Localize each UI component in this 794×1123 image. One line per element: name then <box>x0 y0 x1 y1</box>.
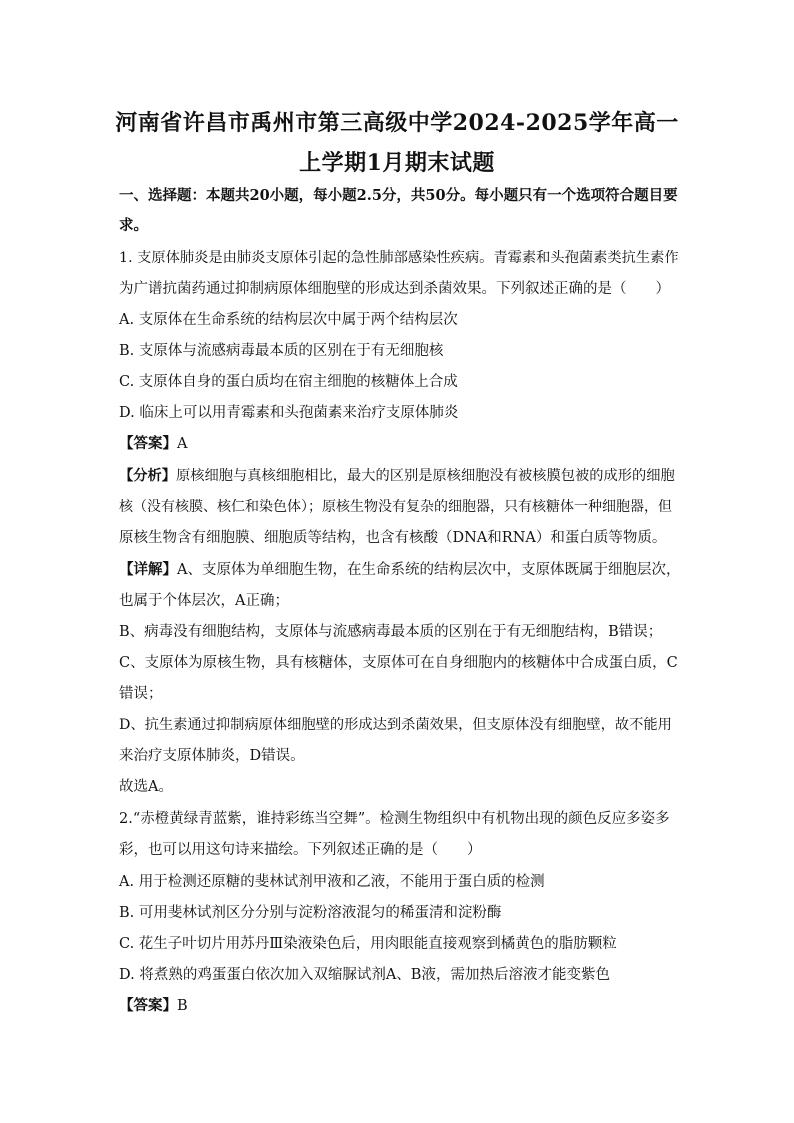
question-1-option-d: D. 临床上可以用青霉素和头孢菌素来治疗支原体肺炎 <box>119 405 459 421</box>
question-1-option-c: C. 支原体自身的蛋白质均在宿主细胞的核糖体上合成 <box>119 374 458 390</box>
question-1-option-a: A. 支原体在生命系统的结构层次中属于两个结构层次 <box>119 312 458 328</box>
question-2-answer <box>119 996 188 1016</box>
question-1-detail-line-2: 也属于个体层次，A正确； <box>119 593 289 609</box>
question-2-option-d: D. 将煮熟的鸡蛋蛋白依次加入双缩脲试剂A、B液，需加热后溶液才能变紫色 <box>119 967 610 983</box>
question-1-conclusion: 故选A。 <box>119 779 173 795</box>
question-1-detail-line-6: D、抗生素通过抑制病原体细胞壁的形成达到杀菌效果，但支原体没有细胞壁，故不能用 <box>119 717 672 733</box>
question-1-detail <box>119 560 680 580</box>
section-heading-continued: 求。 <box>119 217 148 234</box>
question-2-stem-continued: 彩，也可以用这句诗来描绘。下列叙述正确的是（ ） <box>119 842 482 858</box>
question-1-answer <box>119 434 187 454</box>
answer-label: 【答案】 <box>119 435 177 452</box>
question-1-detail-line-4: C、支原体为原核生物，具有核糖体，支原体可在自身细胞内的核糖体中合成蛋白质，C <box>119 655 678 671</box>
question-1-stem-continued: 为广谱抗菌药通过抑制病原体细胞壁的形成达到杀菌效果。下列叙述正确的是（ ） <box>119 281 670 297</box>
question-1-detail-line-3: B、病毒没有细胞结构，支原体与流感病毒最本质的区别在于有无细胞结构，B错误； <box>119 624 663 640</box>
document-title-line-1: 河南省许昌市禹州市第三高级中学2024-2025学年高一 <box>115 110 679 136</box>
question-1-analysis-line-2: 核（没有核膜、核仁和染色体）；原核生物没有复杂的细胞器，只有核糖体一种细胞器，但 <box>119 499 672 515</box>
question-2-stem: 2.“赤橙黄绿青蓝紫，谁持彩练当空舞”。检测生物组织中有机物出现的颜色反应多姿多 <box>119 811 670 827</box>
question-1-detail-line-7: 来治疗支原体肺炎，D错误。 <box>119 748 305 764</box>
answer-value: A <box>177 436 188 452</box>
answer-label: 【答案】 <box>119 997 177 1014</box>
detail-label: 【详解】 <box>119 561 177 578</box>
detail-text: A、支原体为单细胞生物，在生命系统的结构层次中，支原体既属于细胞层次， <box>177 562 681 578</box>
question-1-stem: 1. 支原体肺炎是由肺炎支原体引起的急性肺部感染性疾病。青霉素和头孢菌素类抗生素作 <box>119 250 679 266</box>
answer-value: B <box>177 998 188 1014</box>
question-1-analysis <box>119 466 675 486</box>
question-1-option-b: B. 支原体与流感病毒最本质的区别在于有无细胞核 <box>119 343 444 359</box>
question-2-option-b: B. 可用斐林试剂区分分别与淀粉溶液混匀的稀蛋清和淀粉酶 <box>119 905 502 921</box>
question-2-option-a: A. 用于检测还原糖的斐林试剂甲液和乙液，不能用于蛋白质的检测 <box>119 874 545 890</box>
analysis-label: 【分析】 <box>119 468 177 484</box>
document-title-line-2: 上学期1月期末试题 <box>299 150 495 176</box>
question-1-detail-line-5: 错误； <box>119 686 163 702</box>
question-1-analysis-line-3: 原核生物含有细胞膜、细胞质等结构，也含有核酸（DNA和RNA）和蛋白质等物质。 <box>119 530 667 546</box>
analysis-text: 原核细胞与真核细胞相比，最大的区别是原核细胞没有被核膜包被的成形的细胞 <box>176 468 675 484</box>
question-2-option-c: C. 花生子叶切片用苏丹Ⅲ染液染色后，用肉眼能直接观察到橘黄色的脂肪颗粒 <box>119 936 617 952</box>
section-heading: 一、选择题：本题共20小题，每小题2.5分，共50分。每小题只有一个选项符合题目要 <box>119 187 678 204</box>
